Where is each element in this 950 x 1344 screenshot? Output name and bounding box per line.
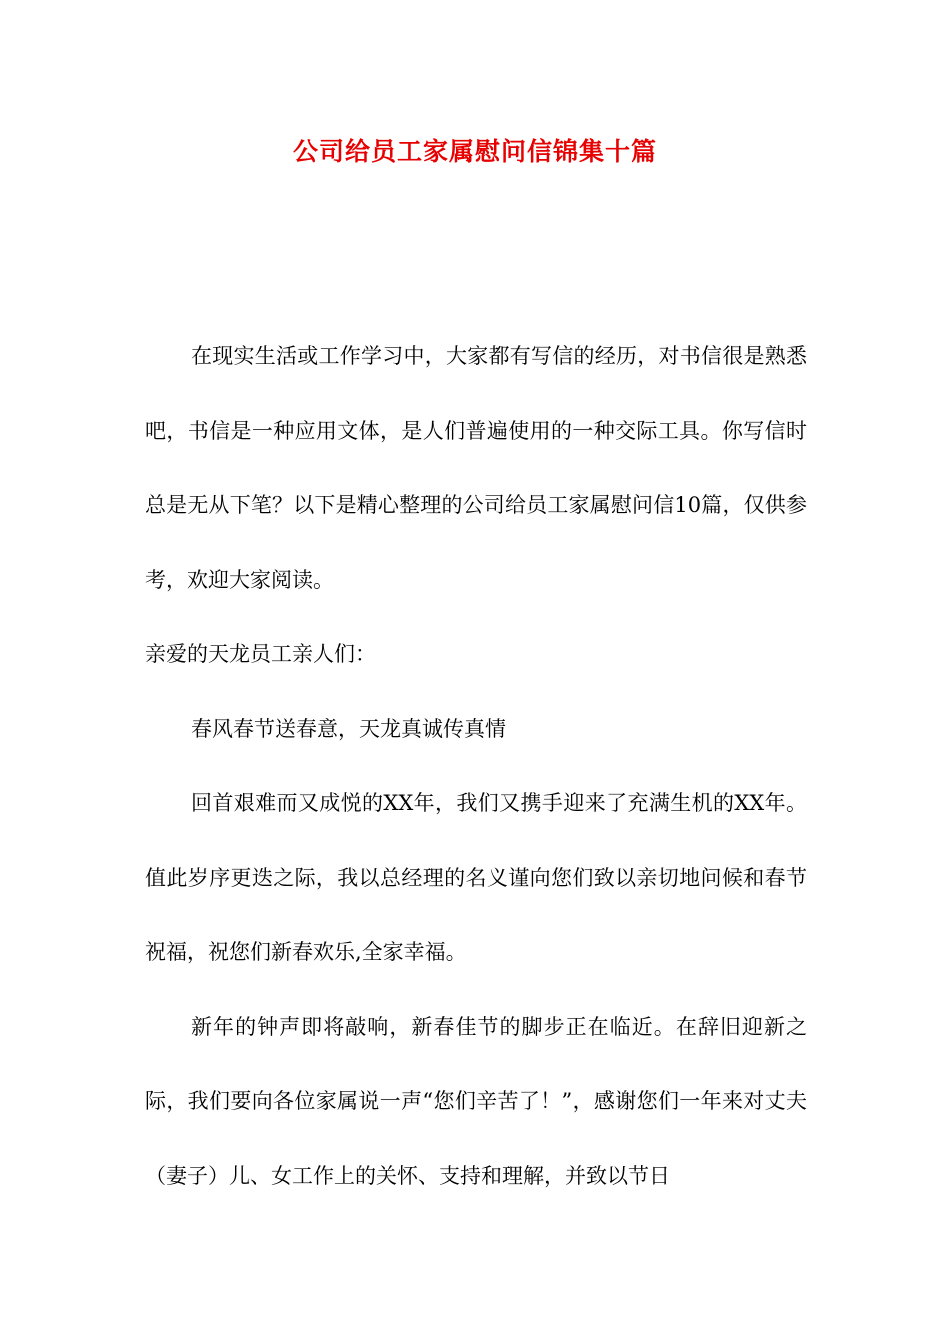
paragraph-motto: 春风春节送春意，天龙真诚传真情	[191, 716, 506, 741]
paragraph-greeting: 回首艰难而又成悦的XX年，我们又携手迎来了充满生机的XX年。值此岁序更迭之际，我以总经理的名义谨向您们致以亲切地问候和春节祝福，祝您们新春欢乐,全家幸福。	[145, 791, 807, 964]
document-title: 公司给员工家属慰问信锦集十篇	[292, 137, 657, 166]
paragraph-thanks: 新年的钟声即将敲响，新春佳节的脚步正在临近。在辞旧迎新之际，我们要向各位家属说一声“您们辛苦了！”，感谢您们一年来对丈夫（妻子）儿、女工作上的关怀、支持和理解，并致以节日	[145, 1014, 807, 1188]
document-body	[145, 319, 807, 1213]
paragraph-salutation: 亲爱的天龙员工亲人们：	[145, 642, 376, 666]
paragraph-intro: 在现实生活或工作学习中，大家都有写信的经历，对书信很是熟悉吧，书信是一种应用文体，是人们普遍使用的一种交际工具。你写信时总是无从下笔？以下是精心整理的公司给员工家属慰问信10篇，仅供参考，欢迎大家阅读。	[145, 344, 807, 592]
